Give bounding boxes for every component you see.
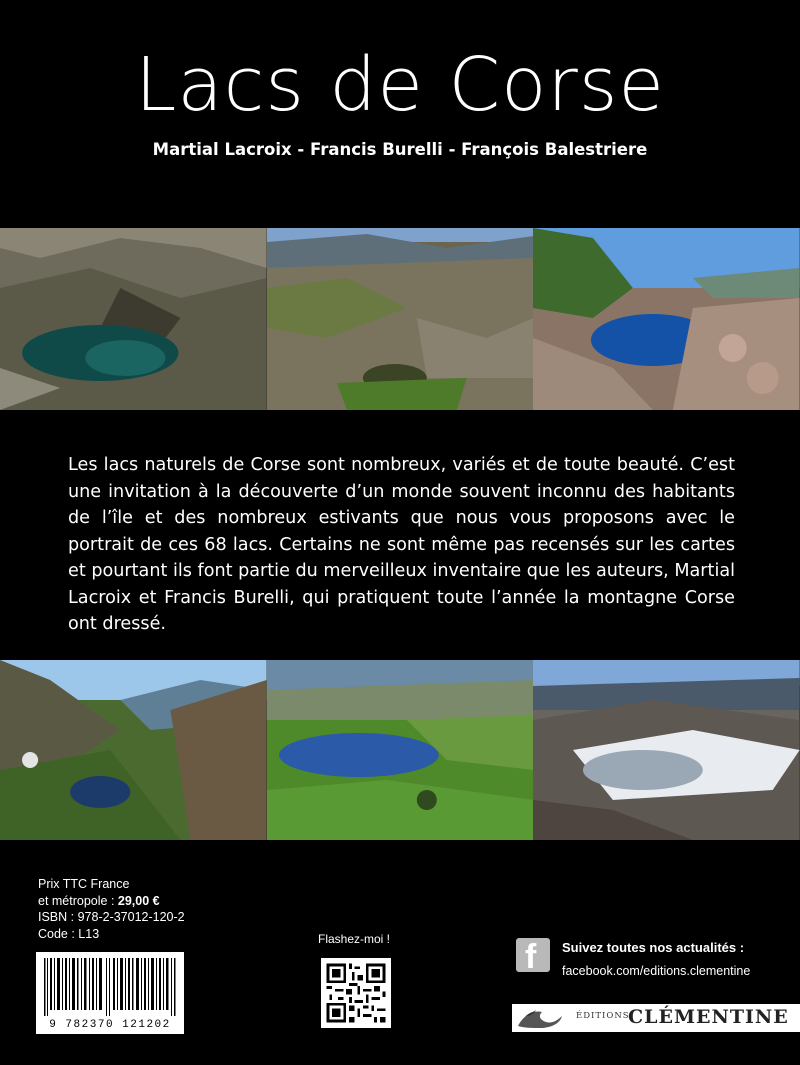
barcode-number: 9 782370 121202 [49,1019,171,1031]
cover-title: Lacs de Corse [135,42,665,128]
qr-label: Flashez-moi ! [318,932,391,946]
lake-photo-3 [533,228,800,410]
lake-photo-4 [0,660,267,840]
price-amount: 29,00 € [117,893,160,908]
price-label: et métropole : [38,893,118,908]
qr-code-icon[interactable] [321,958,391,1028]
product-code: Code : L13 [38,926,100,941]
lake-photo-2 [267,228,534,410]
lake-photo-1 [0,228,267,410]
price-block [38,876,185,942]
top-photo-strip [0,228,800,410]
price-line-1: Prix TTC France [38,877,130,891]
publisher-label: ÉDITIONS [576,1011,630,1021]
description-paragraph: Les lacs naturels de Corse sont nombreux, variés et de toute beauté. C’est une invitation à la découverte d’un monde souvent inconnu des habitants de l’île et des nombreux estivants que nous vous proposons avec le portrait de ces 68 lacs. Certains ne sont même pas recensés sur les cartes et pourtant ils font partie du merveilleux inventaire que les auteurs, Martial Lacroix et Francis Burelli, qui pratiquent toute l’année la montagne Corse ont dressé. [68,455,735,634]
isbn: ISBN : 978-2-37012-120-2 [38,910,185,924]
barcode [36,952,184,1034]
follow-text: Suivez toutes nos actualités : [562,940,745,955]
bottom-photo-strip [0,660,800,840]
publisher-name: CLÉMENTINE [628,1006,789,1028]
facebook-icon[interactable] [516,938,550,976]
lake-photo-6 [533,660,800,840]
price-line-2 [38,893,185,910]
facebook-icon-letter: f [525,938,537,976]
facebook-link[interactable]: facebook.com/editions.clementine [562,964,751,978]
publisher-logo-icon [516,1006,572,1030]
authors-line: Martial Lacroix - Francis Burelli - François Balestriere [152,140,648,159]
lake-photo-5 [267,660,534,840]
publisher-banner [512,1004,800,1032]
barcode-bars-icon [44,958,176,1016]
